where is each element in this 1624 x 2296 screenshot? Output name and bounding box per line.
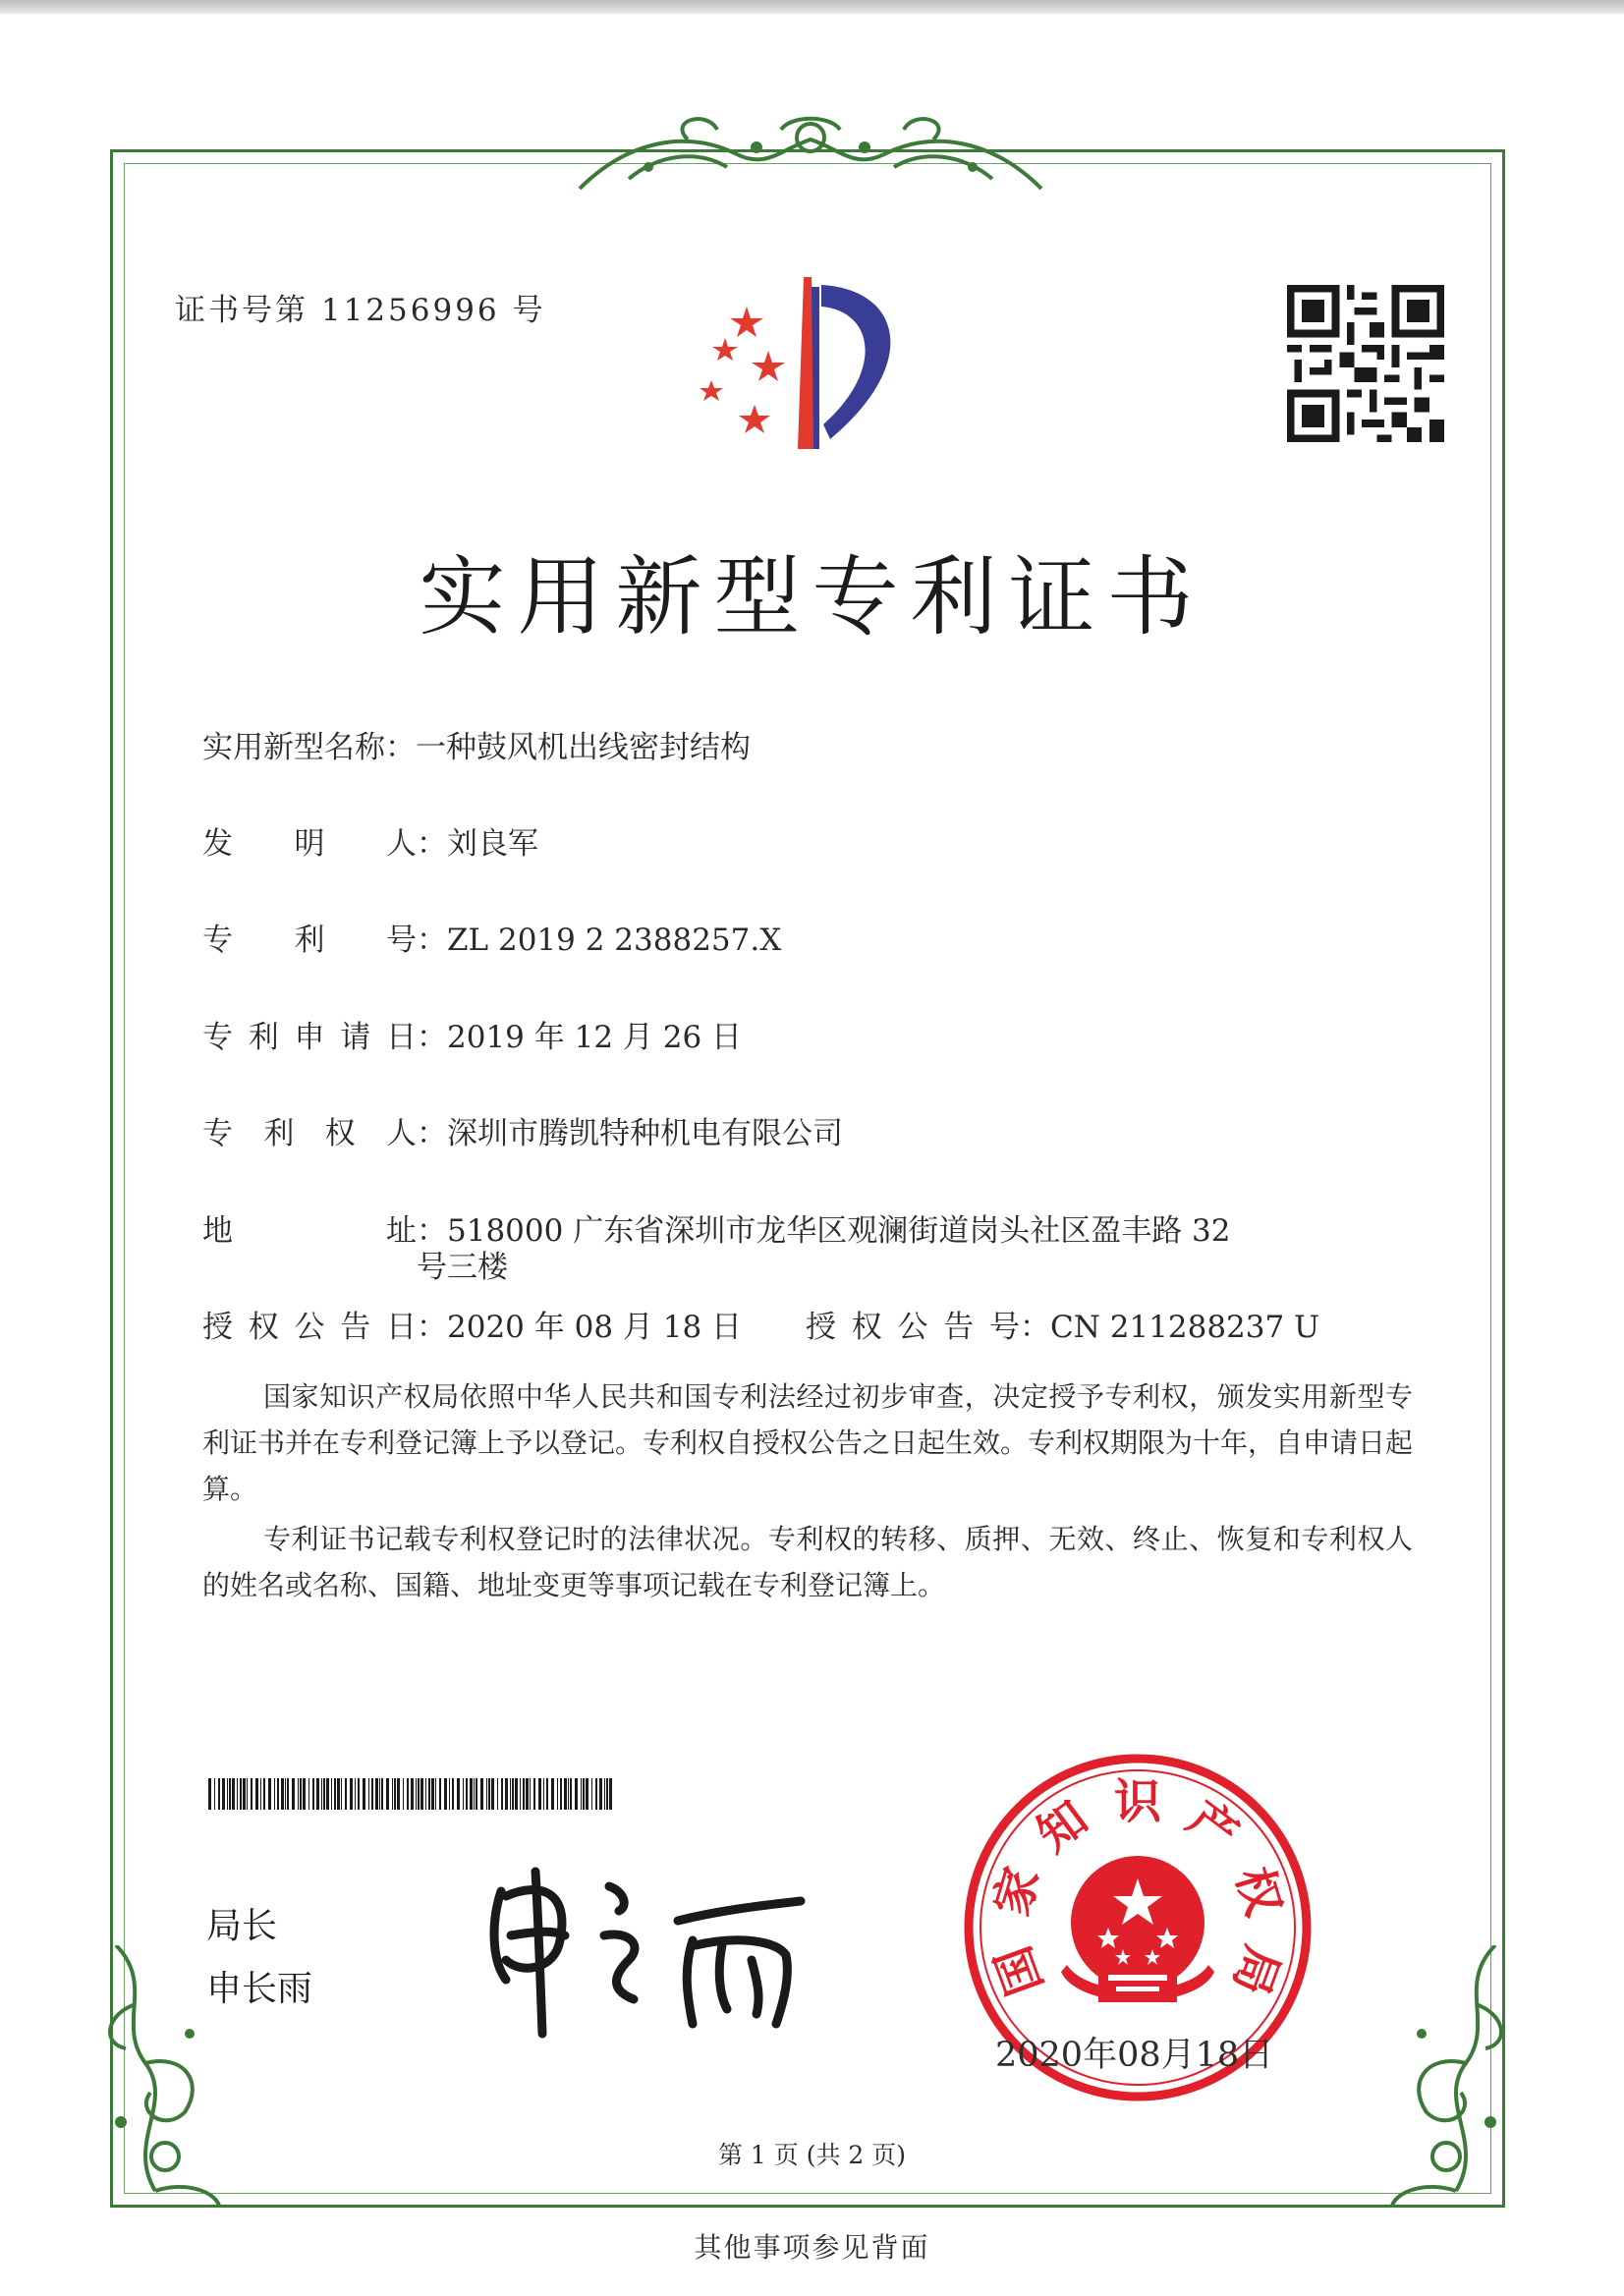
- field-address-continued: 号三楼: [417, 1250, 508, 1285]
- seal-ring-character: 权: [1224, 1861, 1292, 1923]
- field-label: 授权公告日: [202, 1310, 417, 1345]
- signatory-name: 申长雨: [206, 1969, 313, 2009]
- field-patent-number: 专利号：ZL 2019 2 2388257.X: [202, 915, 781, 959]
- signatory-title: 局长: [206, 1906, 278, 1946]
- legal-paragraph-2: 专利证书记载专利权登记时的法律状况。专利权的转移、质押、无效、终止、恢复和专利权人的姓名或名称、国籍、地址变更等事项记载在专利登记簿上。: [202, 1523, 1413, 1601]
- field-utility-model-name: 实用新型名称：一种鼓风机出线密封结构: [202, 730, 751, 765]
- seal-ring-character: 产: [1177, 1790, 1249, 1864]
- seal-ring-character: 国: [985, 1938, 1054, 2002]
- field-grant-date: 授权公告日：2020 年 08 月 18 日: [202, 1302, 742, 1346]
- page-number: 第 1 页 (共 2 页): [717, 2141, 907, 2169]
- certificate-number-label: 证书号第: [175, 293, 308, 328]
- field-value: 2019 年 12 月 26 日: [447, 1020, 743, 1055]
- certificate-number-suffix: 号: [512, 293, 546, 328]
- seal-ring-character: 家: [983, 1861, 1051, 1923]
- certificate-title: 实用新型专利证书: [419, 546, 1205, 647]
- certificate-number: [175, 285, 546, 329]
- field-label: 专利申请日: [202, 1020, 417, 1055]
- top-ornament: [570, 110, 1051, 198]
- qr-code: [1287, 285, 1444, 442]
- seal-date: 2020年08月18日: [995, 2036, 1274, 2075]
- field-value: ZL 2019 2 2388257.X: [447, 923, 782, 958]
- seal-ring-character: 局: [1221, 1938, 1290, 2002]
- field-value: 518000 广东省深圳市龙华区观澜街道岗头社区盈丰路 32: [447, 1213, 1231, 1249]
- field-filing-date: 专利申请日：2019 年 12 月 26 日: [202, 1012, 742, 1056]
- scan-edge: [0, 0, 1624, 14]
- field-label: 实用新型名称: [202, 730, 385, 765]
- legal-paragraph-1: 国家知识产权局依照中华人民共和国专利法经过初步审查，决定授予专利权，颁发实用新型专利证书并在专利登记簿上予以登记。专利权自授权公告之日起生效。专利权期限为十年，自申请日起算。: [202, 1380, 1414, 1505]
- field-value: 2020 年 08 月 18 日: [447, 1310, 743, 1345]
- field-label: 专利号: [202, 923, 417, 958]
- field-value: 深圳市腾凯特种机电有限公司: [447, 1116, 843, 1151]
- handwritten-signature: [462, 1852, 815, 2039]
- field-label: 地址: [202, 1213, 417, 1249]
- barcode: [208, 1778, 615, 1810]
- field-patentee: 专利权人：深圳市腾凯特种机电有限公司: [202, 1108, 843, 1152]
- patent-office-logo: [688, 267, 933, 464]
- field-inventor: 发明人：刘良军: [202, 818, 538, 863]
- field-grant-number: 授权公告号：CN 211288237 U: [806, 1302, 1319, 1346]
- field-label: 专利权人: [202, 1116, 417, 1151]
- field-address: 地址：518000 广东省深圳市龙华区观澜街道岗头社区盈丰路 32: [202, 1205, 1231, 1250]
- field-value: 一种鼓风机出线密封结构: [416, 730, 751, 765]
- field-label: 授权公告号: [806, 1310, 1020, 1345]
- field-value: 刘良军: [447, 826, 538, 862]
- field-label: 发明人: [202, 826, 417, 862]
- certificate-number-value: 11256996: [320, 293, 500, 328]
- field-value: CN 211288237 U: [1050, 1310, 1320, 1345]
- seal-ring-character: 识: [1113, 1774, 1162, 1829]
- seal-ring-character: 知: [1027, 1790, 1098, 1864]
- footer-note: 其他事项参见背面: [694, 2231, 930, 2264]
